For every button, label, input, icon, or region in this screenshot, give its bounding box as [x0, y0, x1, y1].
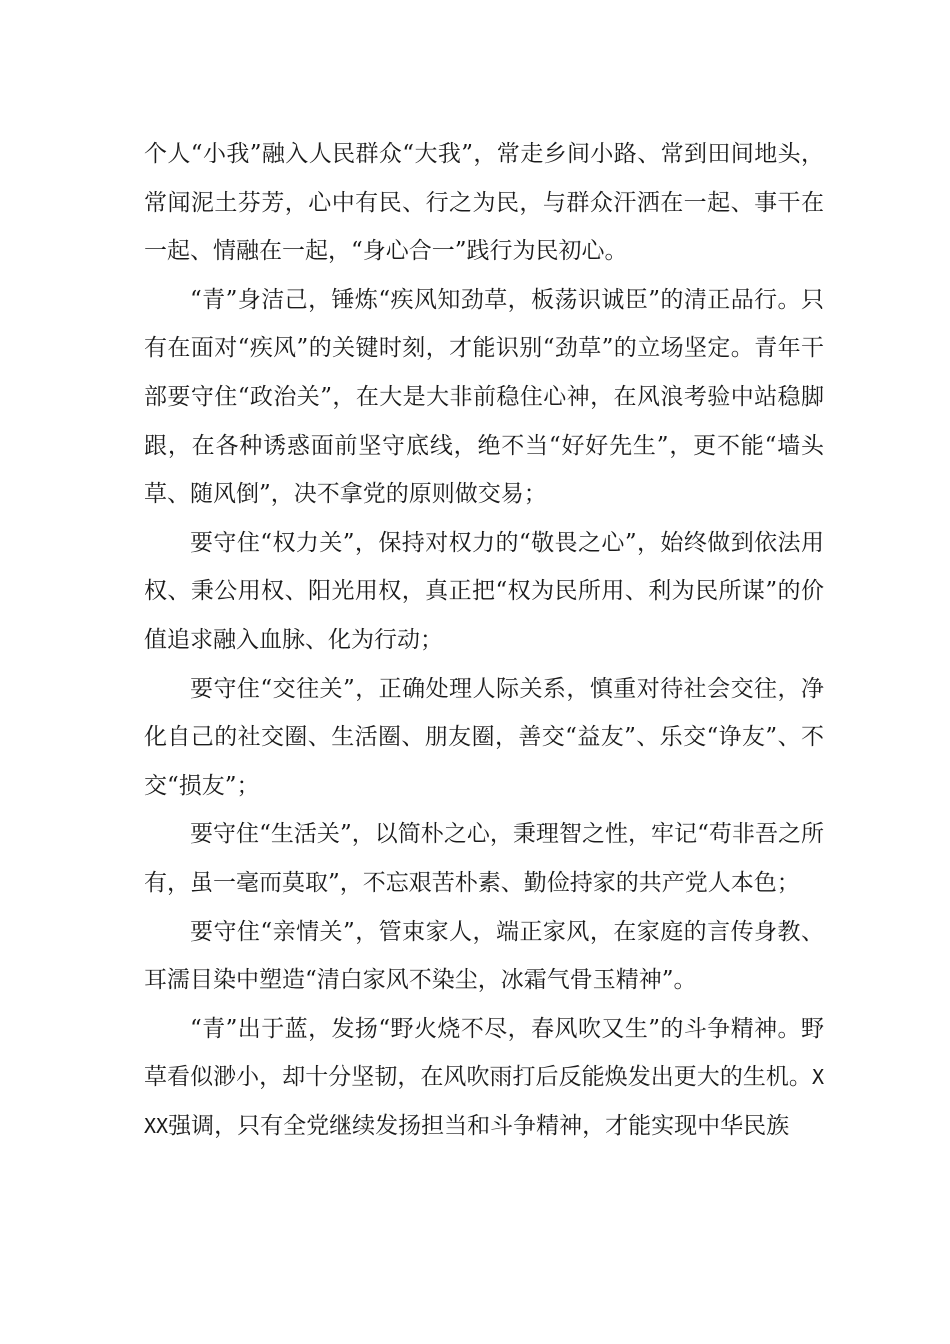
document-body [144, 130, 824, 1150]
paragraph-7 [144, 1005, 824, 1151]
paragraph-7-lead: “青”出于蓝，发扬“野火烧不尽，春风吹又生”的斗争精神。野草看似渺小，却十分坚韧，在风吹雨打后反能焕发出更大的生机。 [144, 1015, 824, 1091]
paragraph-7-tail: 强调，只有全党继续发扬担当和斗争精神，才能实现中华民族 [168, 1112, 790, 1139]
paragraph-5: 要守住“生活关”，以简朴之心，秉理智之性，牢记“苟非吾之所有，虽一毫而莫取”，不忘艰苦朴素、勤俭持家的共产党人本色； [144, 821, 824, 896]
paragraph-2: “青”身洁己，锤炼“疾风知劲草，板荡识诚臣”的清正品行。只有在面对“疾风”的关键时刻，才能识别“劲草”的立场坚定。青年干部要守住“政治关”，在大是大非前稳住心神，在风浪考验中站稳脚跟，在各种诱惑面前坚守底线，绝不当“好好先生”，更不能“墙头草、随风倒”，决不拿党的原则做交易； [144, 286, 824, 508]
placeholder-name: XXX [144, 1065, 824, 1138]
paragraph-6: 要守住“亲情关”，管束家人，端正家风，在家庭的言传身教、耳濡目染中塑造“清白家风不染尘，冰霜气骨玉精神”。 [144, 918, 824, 994]
paragraph-4: 要守住“交往关”，正确处理人际关系，慎重对待社会交往，净化自己的社交圈、生活圈、朋友圈，善交“益友”、乐交“诤友”、不交“损友”； [144, 675, 824, 799]
paragraph-1: 个人“小我”融入人民群众“大我”，常走乡间小路、常到田间地头，常闻泥土芬芳，心中有民、行之为民，与群众汗洒在一起、事干在一起、情融在一起，“身心合一”践行为民初心。 [144, 141, 824, 265]
paragraph-3: 要守住“权力关”，保持对权力的“敬畏之心”，始终做到依法用权、秉公用权、阳光用权，真正把“权为民所用、利为民所谋”的价值追求融入血脉、化为行动； [144, 529, 824, 653]
